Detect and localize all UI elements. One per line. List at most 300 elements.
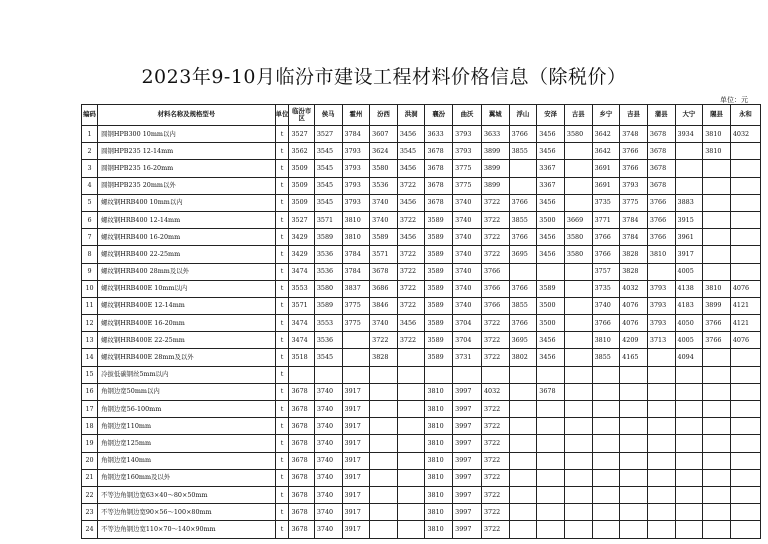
price-cell: [564, 263, 592, 280]
price-cell: 3766: [592, 229, 620, 246]
price-cell: [675, 521, 703, 538]
price-cell: 3766: [620, 160, 648, 177]
price-cell: 3722: [481, 486, 509, 503]
price-cell: [675, 504, 703, 521]
price-cell: 3748: [620, 126, 648, 143]
price-cell: 3722: [397, 332, 425, 349]
price-cell: 3775: [453, 177, 482, 194]
price-cell: [537, 401, 565, 418]
price-cell: 3509: [289, 160, 314, 177]
price-cell: 3589: [425, 315, 453, 332]
price-cell: 3740: [314, 521, 342, 538]
price-cell: 4165: [620, 349, 648, 366]
price-cell: 3678: [425, 177, 453, 194]
price-cell: 3695: [509, 246, 537, 263]
column-header: 侯马: [314, 105, 342, 126]
price-cell: [703, 366, 731, 383]
material-name: 螺纹钢HRB400 28mm及以外: [98, 263, 276, 280]
price-cell: 4076: [620, 297, 648, 314]
price-cell: [564, 452, 592, 469]
price-cell: [620, 401, 648, 418]
price-cell: 3527: [289, 211, 314, 228]
price-cell: 3527: [314, 126, 342, 143]
price-cell: 3589: [425, 297, 453, 314]
price-cell: 3740: [314, 401, 342, 418]
price-cell: [675, 469, 703, 486]
price-cell: [564, 177, 592, 194]
column-header: 编码: [82, 105, 98, 126]
price-cell: [509, 366, 537, 383]
price-cell: [592, 486, 620, 503]
price-cell: [564, 349, 592, 366]
material-name: 螺纹钢HRB400 22-25mm: [98, 246, 276, 263]
price-cell: 3589: [537, 280, 565, 297]
row-code: 20: [82, 452, 98, 469]
column-header: 材料名称及规格型号: [98, 105, 276, 126]
table-row: [82, 211, 761, 228]
table-body: [82, 126, 761, 539]
price-cell: 3917: [342, 383, 370, 400]
row-code: 16: [82, 383, 98, 400]
column-header: 浮山: [509, 105, 537, 126]
price-cell: 3429: [289, 229, 314, 246]
table-row: [82, 143, 761, 160]
row-code: 11: [82, 297, 98, 314]
price-cell: [342, 366, 370, 383]
price-cell: [703, 401, 731, 418]
price-cell: 3678: [425, 194, 453, 211]
material-name: 角钢边宽160mm及以外: [98, 469, 276, 486]
column-header: 霍州: [342, 105, 370, 126]
price-cell: 3766: [509, 194, 537, 211]
price-cell: 3456: [537, 126, 565, 143]
price-cell: [397, 521, 425, 538]
price-cell: [675, 366, 703, 383]
price-cell: 3722: [481, 401, 509, 418]
price-cell: 3775: [620, 194, 648, 211]
price-cell: [703, 263, 731, 280]
column-header: 吉县: [620, 105, 648, 126]
price-cell: 3917: [342, 418, 370, 435]
column-header: 汾西: [370, 105, 398, 126]
material-name: 螺纹钢HRB400 16-20mm: [98, 229, 276, 246]
material-name: 不等边角钢边宽110×70～140×90mm: [98, 521, 276, 538]
price-cell: 3766: [647, 211, 675, 228]
price-cell: [675, 486, 703, 503]
price-cell: [370, 452, 398, 469]
material-name: 螺纹钢HRB400E 22-25mm: [98, 332, 276, 349]
price-cell: [620, 452, 648, 469]
price-cell: [703, 160, 731, 177]
price-cell: 4032: [730, 126, 760, 143]
price-cell: 3722: [481, 246, 509, 263]
price-cell: 3735: [592, 280, 620, 297]
price-cell: 3917: [675, 246, 703, 263]
table-header: [82, 105, 761, 126]
price-cell: [730, 383, 760, 400]
row-code: 19: [82, 435, 98, 452]
price-cell: 3500: [537, 297, 565, 314]
price-cell: [370, 469, 398, 486]
price-cell: [620, 418, 648, 435]
price-cell: 3997: [453, 418, 482, 435]
row-code: 3: [82, 160, 98, 177]
price-cell: 3722: [370, 332, 398, 349]
price-cell: 3589: [314, 229, 342, 246]
price-cell: [703, 246, 731, 263]
price-cell: 3678: [289, 504, 314, 521]
price-cell: [564, 401, 592, 418]
price-cell: 3837: [342, 280, 370, 297]
price-cell: 3793: [342, 177, 370, 194]
column-header: 永和: [730, 105, 760, 126]
unit-cell: t: [275, 263, 289, 280]
price-cell: 3740: [314, 486, 342, 503]
price-cell: [620, 469, 648, 486]
unit-cell: t: [275, 280, 289, 297]
price-cell: [537, 452, 565, 469]
table-row: [82, 229, 761, 246]
price-table: [81, 104, 761, 539]
column-header: 单位: [275, 105, 289, 126]
price-cell: [537, 504, 565, 521]
price-cell: [730, 435, 760, 452]
price-cell: [647, 263, 675, 280]
price-cell: 3740: [370, 194, 398, 211]
price-cell: 3766: [509, 126, 537, 143]
unit-cell: t: [275, 160, 289, 177]
price-cell: [370, 435, 398, 452]
unit-cell: t: [275, 297, 289, 314]
price-cell: 3589: [425, 332, 453, 349]
price-cell: 3678: [289, 401, 314, 418]
price-cell: 3536: [314, 246, 342, 263]
material-name: 螺纹钢HRB400 12-14mm: [98, 211, 276, 228]
material-name: 螺纹钢HRB400E 16-20mm: [98, 315, 276, 332]
price-cell: 3766: [481, 297, 509, 314]
price-cell: 3810: [703, 143, 731, 160]
price-cell: [509, 521, 537, 538]
price-cell: [675, 401, 703, 418]
price-cell: 3810: [425, 486, 453, 503]
table-row: [82, 263, 761, 280]
price-cell: 3997: [453, 486, 482, 503]
price-cell: 3766: [647, 194, 675, 211]
unit-cell: t: [275, 229, 289, 246]
table-row: [82, 332, 761, 349]
header-row: [82, 105, 761, 126]
price-cell: 3456: [537, 229, 565, 246]
price-cell: [620, 521, 648, 538]
price-cell: 3456: [537, 246, 565, 263]
unit-cell: t: [275, 521, 289, 538]
price-cell: [592, 418, 620, 435]
price-cell: 3802: [509, 349, 537, 366]
price-cell: [647, 418, 675, 435]
price-cell: 3607: [370, 126, 398, 143]
price-cell: 3704: [453, 315, 482, 332]
price-cell: [397, 418, 425, 435]
price-cell: 3713: [647, 332, 675, 349]
price-cell: [509, 177, 537, 194]
price-cell: [730, 246, 760, 263]
price-cell: 3545: [314, 194, 342, 211]
price-cell: 3562: [289, 143, 314, 160]
price-cell: 3678: [289, 521, 314, 538]
unit-cell: t: [275, 211, 289, 228]
price-cell: 3367: [537, 177, 565, 194]
price-cell: 3678: [289, 435, 314, 452]
price-cell: 4032: [481, 383, 509, 400]
price-cell: 3855: [509, 143, 537, 160]
price-cell: [509, 486, 537, 503]
table-row: [82, 435, 761, 452]
price-cell: 3793: [342, 143, 370, 160]
price-cell: 3899: [481, 177, 509, 194]
price-cell: 3678: [289, 469, 314, 486]
price-cell: 3500: [537, 315, 565, 332]
price-cell: [675, 160, 703, 177]
price-cell: 3722: [397, 177, 425, 194]
price-cell: 3527: [289, 126, 314, 143]
price-cell: 4121: [730, 297, 760, 314]
price-cell: 3722: [397, 246, 425, 263]
price-cell: 3784: [342, 263, 370, 280]
table-row: [82, 349, 761, 366]
price-cell: [592, 383, 620, 400]
price-cell: 3997: [453, 383, 482, 400]
price-cell: [730, 452, 760, 469]
price-cell: [564, 143, 592, 160]
price-cell: 3917: [342, 521, 370, 538]
table-row: [82, 366, 761, 383]
price-cell: 3740: [314, 418, 342, 435]
column-header: 古县: [564, 105, 592, 126]
table-row: [82, 452, 761, 469]
price-cell: 4138: [675, 280, 703, 297]
price-cell: 3456: [397, 126, 425, 143]
row-code: 12: [82, 315, 98, 332]
price-cell: [537, 366, 565, 383]
price-cell: [509, 383, 537, 400]
price-cell: 3429: [289, 246, 314, 263]
price-cell: 3810: [703, 280, 731, 297]
price-cell: [564, 383, 592, 400]
price-cell: [564, 504, 592, 521]
price-cell: 3722: [397, 263, 425, 280]
price-cell: [730, 366, 760, 383]
column-header: 安泽: [537, 105, 565, 126]
price-cell: 3883: [675, 194, 703, 211]
material-name: 角钢边宽110mm: [98, 418, 276, 435]
price-cell: 3678: [537, 383, 565, 400]
price-cell: [509, 504, 537, 521]
price-cell: 3917: [342, 401, 370, 418]
price-cell: 3740: [453, 280, 482, 297]
price-cell: [342, 332, 370, 349]
material-name: 圆钢HPB300 10mm以内: [98, 126, 276, 143]
price-cell: 3678: [647, 160, 675, 177]
price-cell: 3934: [675, 126, 703, 143]
price-cell: 3722: [481, 521, 509, 538]
price-cell: 3855: [592, 349, 620, 366]
price-cell: 3456: [397, 194, 425, 211]
unit-cell: t: [275, 486, 289, 503]
price-cell: 3518: [289, 349, 314, 366]
price-cell: [453, 366, 482, 383]
price-cell: 3367: [537, 160, 565, 177]
price-cell: 3722: [481, 469, 509, 486]
price-cell: [703, 194, 731, 211]
price-cell: [509, 160, 537, 177]
price-cell: 3810: [425, 504, 453, 521]
price-cell: 3793: [647, 315, 675, 332]
price-cell: 3589: [425, 280, 453, 297]
unit-cell: t: [275, 383, 289, 400]
price-cell: 3740: [314, 469, 342, 486]
price-cell: 4032: [620, 280, 648, 297]
price-cell: 3678: [289, 383, 314, 400]
price-cell: 3899: [703, 297, 731, 314]
price-cell: 3766: [592, 315, 620, 332]
price-cell: 3456: [397, 315, 425, 332]
price-cell: [675, 143, 703, 160]
unit-cell: t: [275, 143, 289, 160]
price-cell: 3961: [675, 229, 703, 246]
column-header: 蒲县: [647, 105, 675, 126]
price-cell: [703, 418, 731, 435]
price-cell: [397, 469, 425, 486]
unit-cell: t: [275, 194, 289, 211]
price-cell: 4121: [730, 315, 760, 332]
price-cell: 4094: [675, 349, 703, 366]
row-code: 5: [82, 194, 98, 211]
column-header: 曲沃: [453, 105, 482, 126]
price-cell: 3899: [481, 143, 509, 160]
price-cell: [370, 521, 398, 538]
unit-label: 单位：元: [720, 96, 748, 104]
price-cell: 3810: [342, 229, 370, 246]
price-cell: [397, 349, 425, 366]
price-cell: [564, 332, 592, 349]
price-cell: 3810: [425, 452, 453, 469]
price-cell: 3855: [509, 297, 537, 314]
price-cell: 3545: [397, 143, 425, 160]
price-cell: 3456: [537, 143, 565, 160]
column-header: 洪洞: [397, 105, 425, 126]
price-cell: [730, 349, 760, 366]
price-cell: 3740: [314, 435, 342, 452]
price-cell: 3678: [647, 126, 675, 143]
price-cell: 3917: [342, 504, 370, 521]
price-cell: 3695: [509, 332, 537, 349]
row-code: 15: [82, 366, 98, 383]
page-title: 2023年9-10月临汾市建设工程材料价格信息（除税价）: [141, 66, 627, 88]
price-cell: [509, 435, 537, 452]
row-code: 7: [82, 229, 98, 246]
price-cell: [675, 383, 703, 400]
price-cell: [703, 177, 731, 194]
price-cell: [703, 229, 731, 246]
price-cell: [730, 229, 760, 246]
price-cell: 3766: [509, 315, 537, 332]
unit-cell: t: [275, 126, 289, 143]
price-cell: [397, 486, 425, 503]
price-cell: 3686: [370, 280, 398, 297]
column-header: 翼城: [481, 105, 509, 126]
price-cell: 3784: [620, 211, 648, 228]
price-cell: 3553: [289, 280, 314, 297]
price-cell: 3731: [453, 349, 482, 366]
price-cell: [314, 366, 342, 383]
price-cell: 3580: [314, 280, 342, 297]
row-code: 23: [82, 504, 98, 521]
price-cell: [564, 486, 592, 503]
price-cell: [592, 452, 620, 469]
price-cell: [647, 469, 675, 486]
material-name: 螺纹钢HRB400E 12-14mm: [98, 297, 276, 314]
price-cell: 3917: [342, 469, 370, 486]
price-cell: 3704: [453, 332, 482, 349]
price-cell: [397, 366, 425, 383]
unit-cell: t: [275, 177, 289, 194]
price-cell: 3766: [620, 143, 648, 160]
price-cell: [425, 366, 453, 383]
price-cell: 3915: [675, 211, 703, 228]
price-cell: [370, 486, 398, 503]
price-cell: [675, 418, 703, 435]
price-cell: 3642: [592, 126, 620, 143]
price-cell: [370, 401, 398, 418]
price-cell: 3997: [453, 469, 482, 486]
price-cell: 3545: [314, 160, 342, 177]
row-code: 8: [82, 246, 98, 263]
price-cell: 3828: [620, 246, 648, 263]
price-cell: 3810: [425, 401, 453, 418]
price-cell: 3775: [453, 160, 482, 177]
price-cell: 3810: [592, 332, 620, 349]
price-cell: 3474: [289, 263, 314, 280]
price-cell: [675, 435, 703, 452]
price-cell: [730, 469, 760, 486]
price-cell: [564, 297, 592, 314]
material-name: 角钢边宽50mm以内: [98, 383, 276, 400]
price-cell: 3766: [481, 280, 509, 297]
price-cell: 3740: [314, 452, 342, 469]
price-cell: 3810: [425, 383, 453, 400]
price-cell: 3740: [453, 194, 482, 211]
price-cell: 3722: [481, 332, 509, 349]
price-cell: 3784: [620, 229, 648, 246]
price-cell: 3997: [453, 504, 482, 521]
price-cell: 3784: [342, 126, 370, 143]
unit-cell: t: [275, 469, 289, 486]
price-cell: 3766: [703, 332, 731, 349]
price-cell: 3917: [342, 486, 370, 503]
unit-cell: t: [275, 435, 289, 452]
price-cell: [703, 521, 731, 538]
price-cell: 3740: [453, 229, 482, 246]
price-cell: [564, 315, 592, 332]
table-row: [82, 315, 761, 332]
price-cell: [289, 366, 314, 383]
row-code: 18: [82, 418, 98, 435]
price-cell: 3735: [592, 194, 620, 211]
unit-cell: t: [275, 366, 289, 383]
price-cell: 3580: [564, 246, 592, 263]
price-cell: 3678: [647, 177, 675, 194]
price-cell: [647, 486, 675, 503]
